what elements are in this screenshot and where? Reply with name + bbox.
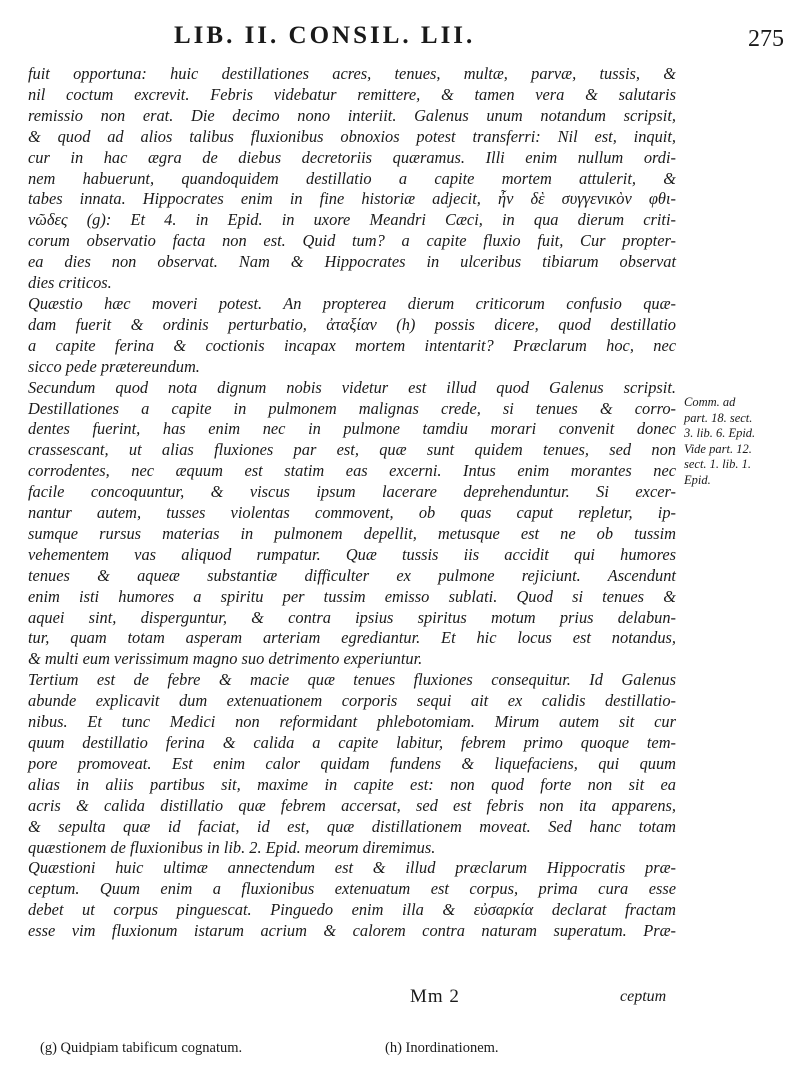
text-line: nibus. Et tunc Medici non reformidant phlebotomiam. Mirum autem sit cur <box>28 712 676 732</box>
text-line: Quæstioni huic ultimæ annectendum est & illud præclarum Hippocratis præ- <box>28 858 676 878</box>
paragraph <box>28 670 676 858</box>
footnote-h: (h) Inordinationem. <box>385 1040 499 1056</box>
text-line: fuit opportuna: huic destillationes acres, tenues, multæ, parvæ, tussis, & <box>28 64 676 83</box>
paragraph <box>28 294 676 378</box>
text-line: quæstionem de fluxionibus in lib. 2. Epid. meorum diremimus. <box>28 837 436 857</box>
text-line: & quod ad alios talibus fluxionibus obnoxios potest transferri: Nil est, inquit, <box>28 126 676 146</box>
margin-note-line: Epid. <box>684 472 711 487</box>
text-line: enim isti humores a spiritu per tussim emisso sublati. Quod si tenues & <box>28 586 676 606</box>
paragraph <box>28 378 676 671</box>
catchword: ceptum <box>620 988 667 1005</box>
text-line: a capite ferina & coctionis incapax mortem intentarit? Præclarum hoc, nec <box>28 335 676 355</box>
text-line: sicco pede prætereundum. <box>28 356 200 376</box>
text-line: sumque rursus materias in pulmonem depellit, metusque est ne ob tussim <box>28 523 676 543</box>
text-line: tabes innata. Hippocrates enim in fine historiæ adjecit, ἦν δὲ συγγενικὸν φθι- <box>28 189 676 209</box>
text-line: remissio non erat. Die decimo nono interiit. Galenus unum notandum scripsit, <box>28 105 676 125</box>
text-line: & sepulta quæ id faciat, id est, quæ distillationem moveat. Sed hanc totam <box>28 816 676 836</box>
text-line: alias in aliis partibus sit, maxime in capite est: non quod forte non sit ea <box>28 774 676 794</box>
text-line: dam fuerit & ordinis perturbatio, ἀταξίαν (h) possis dicere, quod destillatio <box>28 314 676 334</box>
paragraph-container <box>28 64 676 942</box>
text-line: crassescant, ut alias fluxiones par est, quæ sunt quidem tenues, sed non <box>28 440 676 460</box>
text-line: nil coctum excrevit. Febris videbatur remittere, & tamen vera & salutaris <box>28 84 676 104</box>
text-line: νῶδες (g): Et 4. in Epid. in uxore Meandri Cæci, in qua dierum criti- <box>28 210 676 230</box>
text-line: corrodentes, nec æquum est statim eas excerni. Intus enim morantes nec <box>28 461 676 481</box>
margin-note <box>684 395 794 488</box>
text-line: nem habuerunt, quandoquidem destillatio a capite mortem attulerit, & <box>28 168 676 188</box>
text-line: pore promoveat. Est enim calor quidam fundens & liquefaciens, qui quum <box>28 753 676 773</box>
body-text <box>28 64 676 942</box>
margin-note-line: Comm. ad <box>684 395 736 409</box>
text-line: nantur autem, tusses violentas commovent, ob quas caput repletur, ip- <box>28 503 676 523</box>
paragraph <box>28 858 676 942</box>
page-number: 275 <box>748 26 784 52</box>
text-line: tur, quam totam asperam arteriam egrediantur. Et hic locus est notandus, <box>28 628 676 648</box>
text-line: ceptum. Quum enim a fluxionibus extenuatum est corpus, prima cura esse <box>28 879 676 899</box>
text-line: acris & calida distillatio quæ febrem accersat, sed est febris non ita apparens, <box>28 795 676 815</box>
text-line: Secundum quod nota dignum nobis videtur est illud quod Galenus scripsit. <box>28 377 676 397</box>
text-line: & multi eum verissimum magno suo detrimento experiuntur. <box>28 649 423 669</box>
text-line: dentes fuerint, has enim nec in pulmone tamdiu morari convenit donec <box>28 419 676 439</box>
text-line: corum observatio facta non est. Quid tum? a capite fluxio fuit, Cur propter- <box>28 231 676 251</box>
text-line: debet ut corpus pinguescat. Pinguedo enim illa & εὐσαρκία declarat fractam <box>28 900 676 920</box>
text-line: Destillationes a capite in pulmonem malignas crede, si tenues & corro- <box>28 398 676 418</box>
margin-note-line: 3. lib. 6. Epid. <box>684 426 756 440</box>
text-line: facile concoquuntur, & viscus ipsum lacerare deprehenduntur. Si excer- <box>28 482 676 502</box>
text-line: abunde explicavit dum extenuationem corporis sequi ait ex calidis destillatio- <box>28 691 676 711</box>
running-head: LIB. II. CONSIL. LII. <box>174 22 476 49</box>
text-line: ea dies non observat. Nam & Hippocrates in ulceribus tibiarum observat <box>28 252 676 272</box>
signature-mark: Mm 2 <box>410 986 460 1007</box>
text-line: tenues & aqueæ substantiæ difficulter ex pulmone rejiciunt. Ascendunt <box>28 565 676 585</box>
margin-note-line: sect. 1. lib. 1. <box>684 457 752 471</box>
page-header <box>24 20 784 60</box>
text-line: cur in hac ægra de diebus decretoriis quæramus. Illi enim nullum ordi- <box>28 147 676 167</box>
footnote-g: (g) Quidpiam tabificum cognatum. <box>40 1040 243 1056</box>
text-line: aquei sint, disperguntur, & contra ipsius spiritus motum prius delabun- <box>28 607 676 627</box>
text-line: Quæstio hæc moveri potest. An propterea dierum criticorum confusio quæ- <box>28 293 676 313</box>
text-line: Tertium est de febre & macie quæ tenues fluxiones consequitur. Id Galenus <box>28 670 676 690</box>
text-line: quum destillatio ferina & calida a capite labitur, febrem primo quoque tem- <box>28 733 676 752</box>
text-line: vehementem vas aliquod rumpatur. Quæ tussis iis accidit qui humores <box>28 544 676 564</box>
margin-note-line: Vide part. 12. <box>684 441 752 456</box>
paragraph <box>28 64 676 294</box>
text-line: esse vim fluxionum istarum acrium & calorem contra naturam superatum. Præ- <box>28 921 676 941</box>
margin-note-line: part. 18. sect. <box>684 410 753 425</box>
text-line: dies criticos. <box>28 273 112 293</box>
